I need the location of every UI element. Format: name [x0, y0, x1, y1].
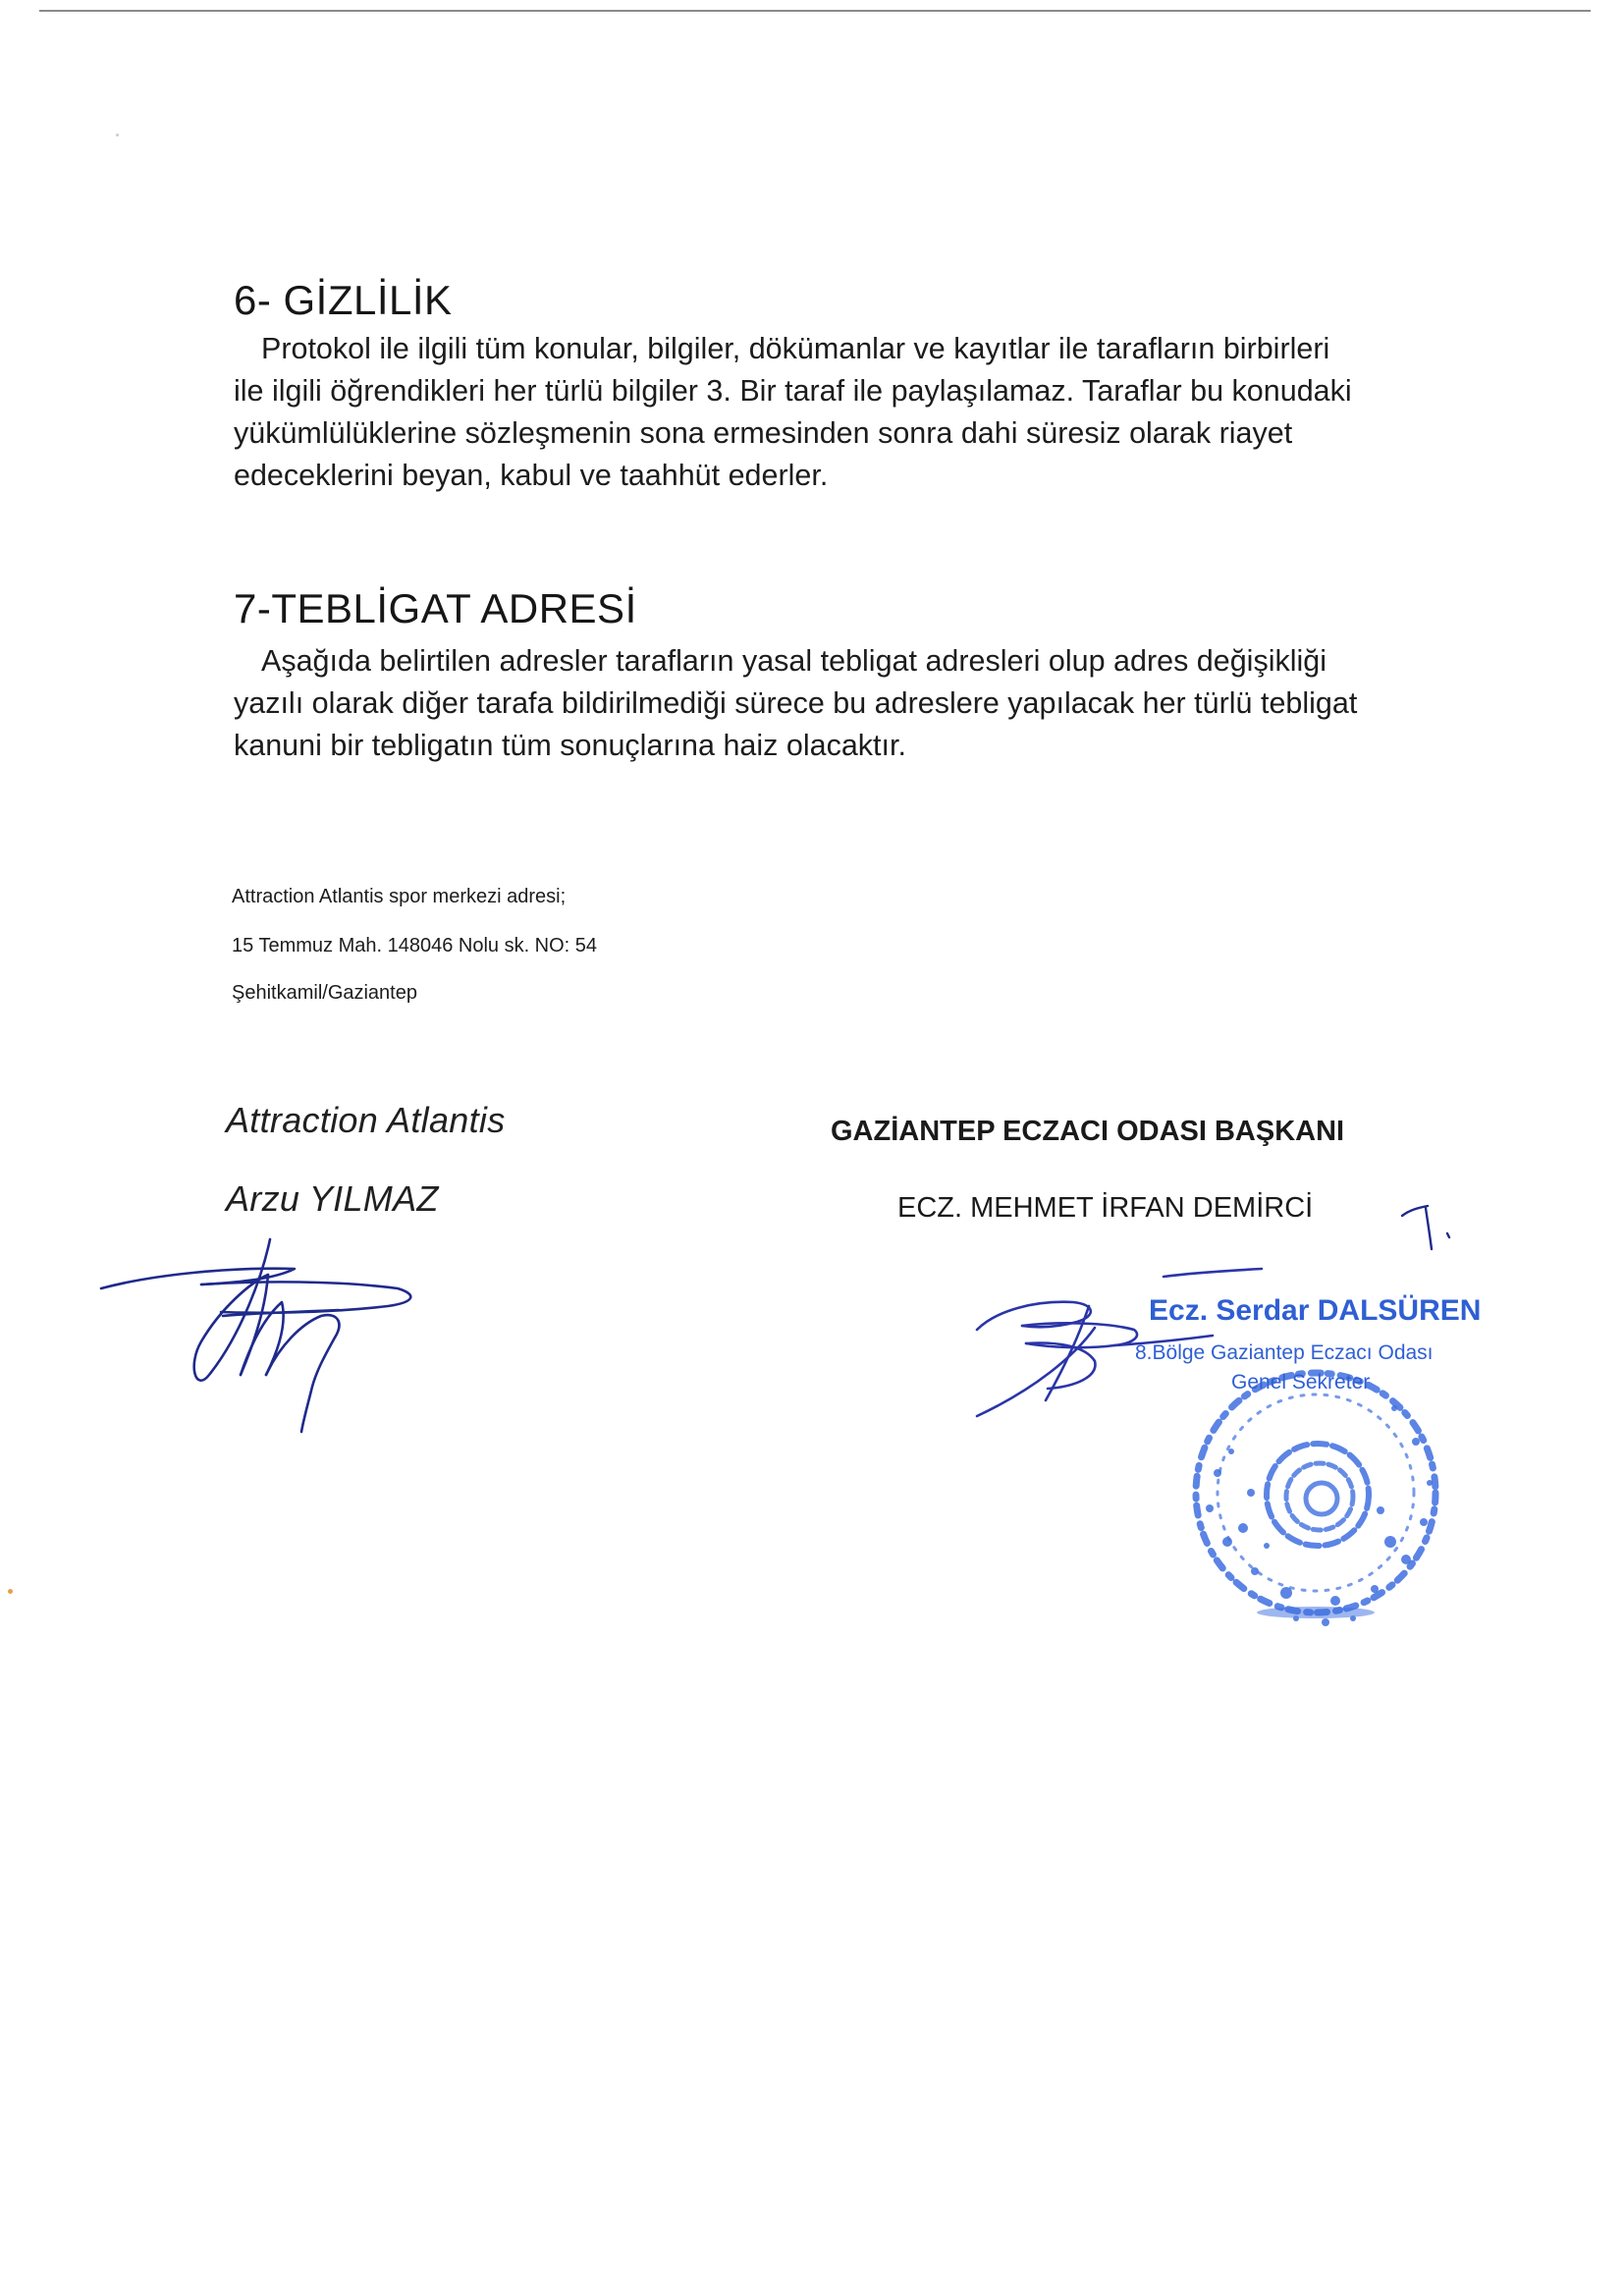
left-signatory-company: Attraction Atlantis — [226, 1100, 506, 1140]
paragraph-line: edeceklerini beyan, kabul ve taahhüt ederler. — [234, 459, 829, 492]
scan-speck — [116, 134, 119, 137]
paragraph-line: yazılı olarak diğer tarafa bildirilmediği sürece bu adreslere yapılacak her türlü tebligat — [234, 686, 1358, 720]
paragraph-line: yükümlülüklerine sözleşmenin sona ermesinden sonra dahi süresiz olarak riayet — [234, 416, 1293, 450]
paragraph-line: kanuni bir tebligatın tüm sonuçlarına haiz olacaktır. — [234, 729, 906, 762]
section-7-heading: 7-TEBLİGAT ADRESİ — [234, 585, 637, 631]
address-line-1: 15 Temmuz Mah. 148046 Nolu sk. NO: 54 — [232, 935, 598, 957]
section-7-paragraph — [234, 640, 1481, 767]
stamp-line-1: Ecz. Serdar DALSÜREN — [1149, 1294, 1482, 1327]
right-signatory-title: GAZİANTEP ECZACI ODASI BAŞKANI — [831, 1116, 1345, 1147]
scan-edge-line — [39, 10, 1591, 12]
handwritten-signature-icon — [967, 1267, 1281, 1424]
address-label: Attraction Atlantis spor merkezi adresi; — [232, 886, 567, 907]
scan-speck — [8, 1589, 13, 1594]
stamp-line-2: 8.Bölge Gaziantep Eczacı Odası — [1135, 1341, 1434, 1364]
handwritten-initial-icon — [1398, 1194, 1461, 1253]
paragraph-line: Protokol ile ilgili tüm konular, bilgiler, dökümanlar ve kayıtlar ile tarafların birbirleri — [261, 332, 1330, 365]
paragraph-line: Aşağıda belirtilen adresler tarafların yasal tebligat adresleri olup adres değişikliği — [261, 644, 1327, 678]
section-6-paragraph — [234, 328, 1481, 497]
address-line-2: Şehitkamil/Gaziantep — [232, 982, 417, 1004]
paragraph-line: ile ilgili öğrendikleri her türlü bilgiler 3. Bir taraf ile paylaşılamaz. Taraflar bu konudaki — [234, 374, 1352, 408]
right-signatory-name: ECZ. MEHMET İRFAN DEMİRCİ — [897, 1192, 1314, 1224]
left-signatory-name: Arzu YILMAZ — [226, 1178, 439, 1219]
section-6-heading: 6- GİZLİLİK — [234, 277, 453, 323]
stamp-line-3: Genel Sekreter — [1231, 1371, 1371, 1394]
handwritten-signature-icon — [93, 1218, 506, 1434]
